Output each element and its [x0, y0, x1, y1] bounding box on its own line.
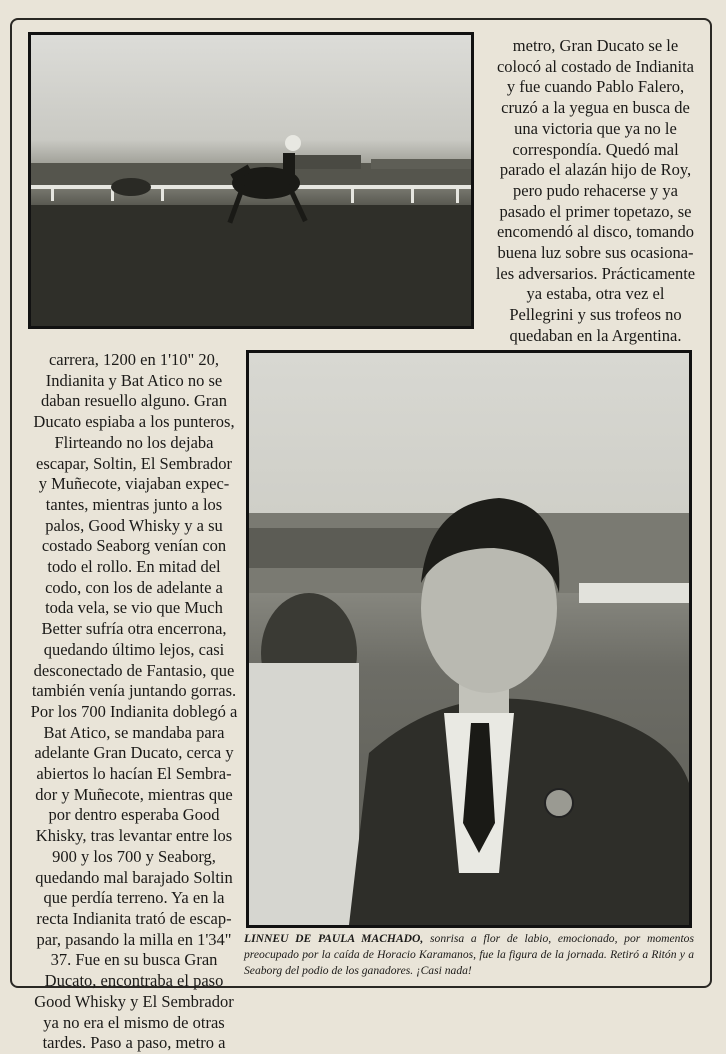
- text-line: codo, con los de adelante a: [45, 577, 223, 597]
- text-line: una victoria que ya no le: [514, 118, 677, 138]
- article-column-right: [493, 36, 698, 367]
- text-line: quedando mal barajado Soltin: [35, 867, 233, 887]
- text-line: Ducato, encontraba el paso: [44, 971, 224, 991]
- portrait-photo: [246, 350, 692, 928]
- caption-text: sonrisa a flor de labio, emocionado, por momentos preocupado por la caída de Horacio Karamanos, fue la figura de la jornada. Retiró a Ritón y a Seaborg del podio de los ganadores. ¡Casi nada!: [244, 932, 694, 977]
- article-column-left: [28, 350, 240, 1054]
- text-line: correspondía. Quedó mal: [512, 139, 679, 159]
- text-line: pero pudo rehacerse y ya: [513, 180, 678, 200]
- text-line: por dentro esperaba Good: [48, 805, 220, 825]
- text-line: buena luz sobre sus ocasiona-: [497, 243, 694, 263]
- text-line: par, pasando la milla en 1'34": [36, 929, 232, 949]
- text-line: Flirteando no los dejaba: [54, 432, 214, 452]
- text-line: Good Whisky y El Sembrador: [34, 991, 234, 1011]
- text-line: Bat Atico, se mandaba para: [43, 722, 225, 742]
- text-line: dor y Muñecote, mientras que: [35, 784, 233, 804]
- text-line: daban resuello alguno. Gran: [40, 391, 228, 411]
- text-line: les adversarios. Prácticamente: [495, 263, 696, 283]
- text-line: que perdía terreno. Ya en la: [43, 888, 225, 908]
- text-line: costado Seaborg venían con: [41, 536, 227, 556]
- text-line: Khisky, tras levantar entre los: [35, 826, 233, 846]
- text-line: palos, Good Whisky y a su: [45, 515, 223, 535]
- text-line: abiertos lo hacían El Sembra-: [36, 764, 232, 784]
- text-line: ya no era el mismo de otras: [43, 1012, 225, 1032]
- text-line: colocó al costado de Indianita: [496, 56, 694, 76]
- text-line: cruzó a la yegua en busca de: [501, 98, 690, 118]
- text-line: quedaban en la Argentina.: [509, 325, 682, 345]
- text-line: Ducato espiaba a los punteros,: [33, 412, 235, 432]
- text-line: y Muñecote, viajaban expec-: [38, 474, 230, 494]
- text-line: Indianita y Bat Atico no se: [45, 370, 223, 390]
- caption-name: LINNEU DE PAULA MACHADO,: [244, 932, 424, 945]
- text-line: 37. Fue en su busca Gran: [50, 950, 218, 970]
- text-line: metro, Gran Ducato se le: [512, 36, 679, 55]
- text-line: carrera, 1200 en 1'10" 20,: [48, 350, 220, 369]
- text-line: Better sufría otra encerrona,: [41, 619, 227, 639]
- text-line: 900 y los 700 y Seaborg,: [52, 846, 216, 866]
- text-line: quedando último lejos, casi: [43, 639, 225, 659]
- text-line: todo el rollo. En mitad del: [47, 557, 221, 577]
- photo-caption: [244, 931, 694, 979]
- text-line: encomendó al disco, tomando: [496, 222, 695, 242]
- text-line: toda vela, se vio que Much: [45, 598, 223, 618]
- text-line: parado el alazán hijo de Roy,: [499, 160, 692, 180]
- text-line: tardes. Paso a paso, metro a: [42, 1033, 226, 1053]
- text-line: escapar, Soltin, El Sembrador: [36, 453, 232, 473]
- text-line: desconectado de Fantasio, que: [33, 660, 235, 680]
- text-line: Por los 700 Indianita doblegó a: [30, 701, 238, 721]
- text-line: adelante Gran Ducato, cerca y: [34, 743, 234, 763]
- text-line: Pellegrini y sus trofeos no: [509, 305, 682, 325]
- text-line: ya estaba, otra vez el: [526, 284, 665, 304]
- text-line: y fue cuando Pablo Falero,: [506, 77, 685, 97]
- text-line: recta Indianita trató de escap-: [36, 908, 232, 928]
- text-line: tantes, mientras junto a los: [45, 494, 223, 514]
- text-line: pasado el primer topetazo, se: [499, 201, 692, 221]
- text-line: también venía juntando gorras.: [31, 681, 237, 701]
- race-photo: [28, 32, 474, 329]
